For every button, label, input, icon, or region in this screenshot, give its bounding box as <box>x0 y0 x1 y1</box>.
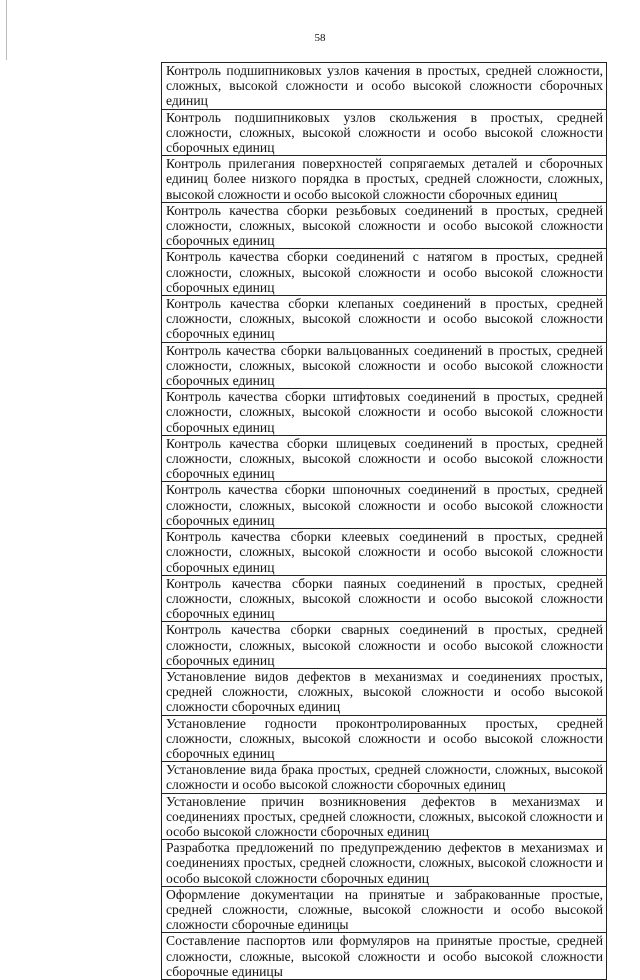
page-number: 58 <box>314 32 326 44</box>
table-row: Контроль качества сборки сварных соединений в простых, средней сложности, сложных, высокой сложности и особо высокой сложности сборочных единиц <box>162 622 606 669</box>
table-row: Контроль качества сборки резьбовых соединений в простых, средней сложности, сложных, высокой сложности и особо высокой сложности сборочных единиц <box>162 203 606 250</box>
table-row: Контроль качества сборки клеевых соединений в простых, средней сложности, сложных, высокой сложности и особо высокой сложности сборочных единиц <box>162 529 606 576</box>
table-row: Контроль качества сборки вальцованных соединений в простых, средней сложности, сложных, высокой сложности и особо высокой сложности сборочных единиц <box>162 343 606 390</box>
table-row: Контроль качества сборки шпоночных соединений в простых, средней сложности, сложных, высокой сложности и особо высокой сложности сборочных единиц <box>162 482 606 529</box>
table-row: Контроль подшипниковых узлов скольжения в простых, средней сложности, сложных, высокой сложности и особо высокой сложности сборочных единиц <box>162 110 606 157</box>
table-row: Оформление документации на принятые и забракованные простые, средней сложности, сложные, высокой сложности и особо высокой сложности сборочные единицы <box>162 887 606 934</box>
labor-actions-table <box>161 62 607 980</box>
table-row: Контроль качества сборки шлицевых соединений в простых, средней сложности, сложных, высокой сложности и особо высокой сложности сборочных единиц <box>162 436 606 483</box>
table-row: Контроль качества сборки клепаных соединений в простых, средней сложности, сложных, высокой сложности и особо высокой сложности сборочных единиц <box>162 296 606 343</box>
table-row: Установление причин возникновения дефектов в механизмах и соединениях простых, средней сложности, сложных, высокой сложности и особо высокой сложности сборочных единиц <box>162 794 606 841</box>
table-row: Контроль качества сборки паяных соединений в простых, средней сложности, сложных, высокой сложности и особо высокой сложности сборочных единиц <box>162 576 606 623</box>
table-row: Контроль подшипниковых узлов качения в простых, средней сложности, сложных, высокой сложности и особо высокой сложности сборочных единиц <box>162 63 606 110</box>
page-edge-mark <box>6 0 7 60</box>
table-row: Контроль прилегания поверхностей сопрягаемых деталей и сборочных единиц более низкого порядка в простых, средней сложности, сложных, высокой сложности и особо высокой сложности сборочных единиц <box>162 156 606 203</box>
table-row: Составление паспортов или формуляров на принятые простые, средней сложности, сложные, высокой сложности и особо высокой сложности сборочные единицы <box>162 933 606 980</box>
table-row: Разработка предложений по предупреждению дефектов в механизмах и соединениях простых, средней сложности, сложных, высокой сложности и особо высокой сложности сборочных единиц <box>162 840 606 887</box>
table-row: Установление вида брака простых, средней сложности, сложных, высокой сложности и особо высокой сложности сборочных единиц <box>162 762 606 793</box>
table-row: Установление видов дефектов в механизмах и соединениях простых, средней сложности, сложных, высокой сложности и особо высокой сложности сборочных единиц <box>162 669 606 716</box>
table-row: Контроль качества сборки соединений с натягом в простых, средней сложности, сложных, высокой сложности и особо высокой сложности сборочных единиц <box>162 249 606 296</box>
table-row: Установление годности проконтролированных простых, средней сложности, сложных, высокой сложности и особо высокой сложности сборочных единиц <box>162 716 606 763</box>
table-row: Контроль качества сборки штифтовых соединений в простых, средней сложности, сложных, высокой сложности и особо высокой сложности сборочных единиц <box>162 389 606 436</box>
